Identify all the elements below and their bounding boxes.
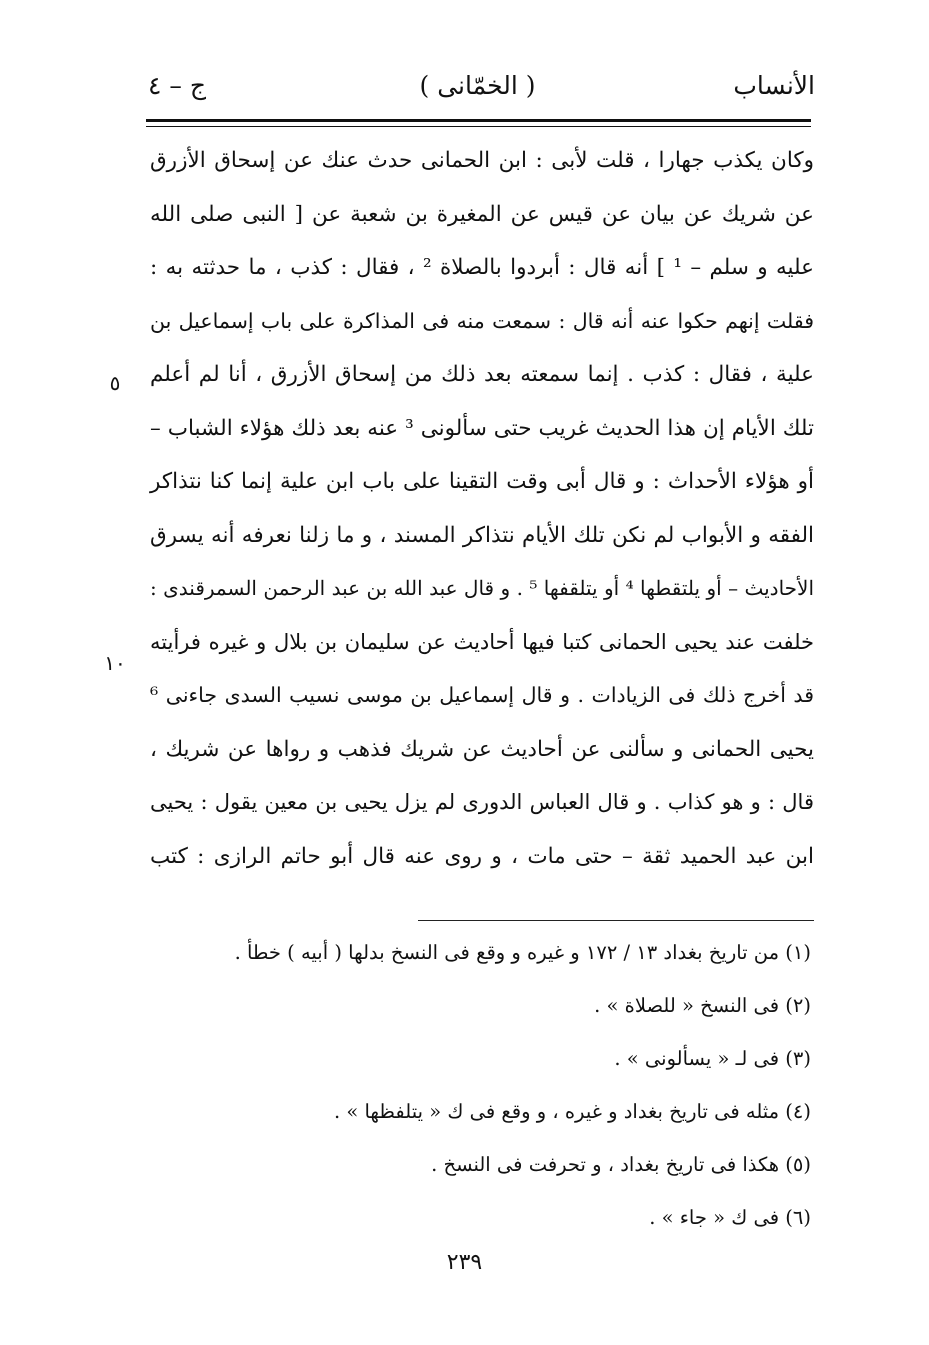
footnote: (٢) فى النسخ « للصلاة » . [594, 994, 811, 1017]
footnote: (٥) هكذا فى تاريخ بغداد ، و تحرفت فى النسخ . [431, 1153, 811, 1176]
header-entry-title: ( الخمّانى ) [419, 71, 536, 100]
footnote: (٦) فى ك « جاء » . [649, 1206, 811, 1229]
main-text [150, 134, 814, 883]
header-rule-thin [146, 126, 811, 127]
footnote: (٣) فى لـ « يسألونى » . [614, 1047, 811, 1070]
text-line: عليه و سلم – ¹ ] أنه قال : أبردوا بالصلاة ² ، فقال : كذب ، ما حدثته به : [150, 255, 814, 280]
header-volume: ج – ٤ [148, 71, 206, 100]
text-line: عن شريك عن بيان عن قيس عن المغيرة بن شعبة عن [ النبى صلى الله [150, 201, 814, 227]
footnote: (٤) مثله فى تاريخ بغداد و غيره ، و وقع فى ك « يتلفظها » . [333, 1100, 811, 1123]
text-line: يحيى الحمانى و سألنى عن أحاديث عن شريك فذهب و رواها عن شريك ، [150, 736, 814, 762]
text-line: فقلت إنهم حكوا عنه أنه قال : سمعت منه فى المذاكرة على باب إسماعيل بن [150, 308, 814, 333]
text-line: الفقه و الأبواب لم نكن تلك الأيام نتذاكر المسند ، و ما زلنا نعرفه أنه يسرق [150, 522, 814, 548]
text-line: أو هؤلاء الأحداث : و قال أبى وقت التقينا على باب ابن علية إنما كنا نتذاكر [150, 469, 814, 494]
line-number-10: ١٠ [104, 651, 126, 675]
footnote-separator [418, 920, 814, 921]
text-line: تلك الأيام إن هذا الحديث غريب حتى سألونى ³ عنه بعد ذلك هؤلاء الشباب – [150, 415, 814, 441]
text-line: الأحاديث – أو يلتقطها ⁴ أو يتلقفها ⁵ . و قال عبد الله بن عبد الرحمن السمرقندى : [150, 576, 815, 600]
line-number-5: ٥ [109, 371, 121, 395]
text-line: خلفت عند يحيى الحمانى كتبا فيها أحاديث عن سليمان بن بلال و غيره فرأيته [150, 629, 814, 654]
footnote: (١) من تاريخ بغداد ١٣ / ١٧٢ و غيره و وقع فى النسخ بدلها ( أبيه ) خطأ . [234, 941, 811, 964]
page-number: ٢٣٩ [446, 1250, 483, 1275]
running-head [140, 68, 815, 112]
text-line: وكان يكذب جهارا ، قلت لأبى : ابن الحمانى حدث عنك عن إسحاق الأزرق [150, 148, 814, 173]
footnotes [121, 926, 811, 1244]
header-rule-thick [146, 119, 811, 122]
text-line: قال : و هو كذاب . و قال العباس الدورى لم يزل يحيى بن معين يقول : يحيى [150, 790, 814, 814]
header-book-title: الأنساب [733, 71, 815, 100]
text-line: ابن عبد الحميد ثقة – حتى مات ، و روى عنه قال أبو حاتم الرازى : كتب [150, 843, 814, 869]
text-line: علية ، فقال : كذب . إنما سمعته بعد ذلك من إسحاق الأزرق ، أنا لم أعلم [150, 362, 814, 387]
text-line: قد أخرج ذلك فى الزيادات . و قال إسماعيل بن موسى نسيب السدى جاءنى ⁶ [150, 683, 814, 707]
